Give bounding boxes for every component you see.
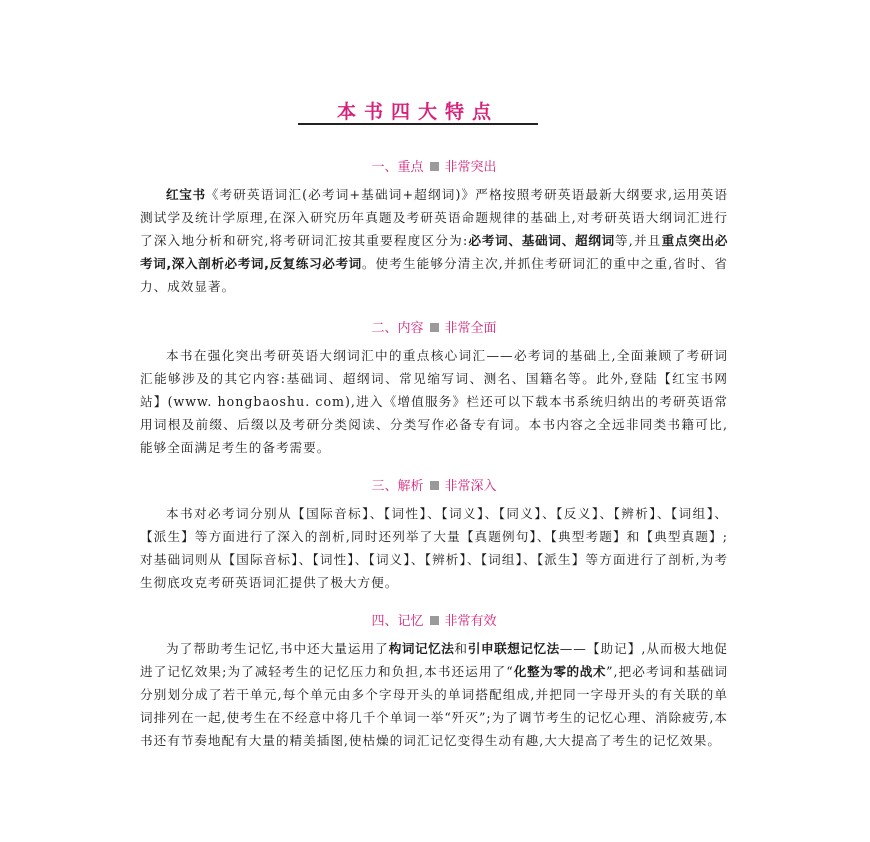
- title-underline: [298, 123, 538, 125]
- page-title: 本书四大特点: [336, 101, 499, 123]
- text-run: 本书在强化突出考研英语大纲词汇中的重点核心词汇——必考词的基础上,全面兼顾了考研词汇能够涉及的其它内容:基础词、超纲词、常见缩写词、测名、国籍名等。此外,登陆【红宝书网站】(www. hongbaoshu. com),进入《增值服务》栏还可以下载本书系统归纳出的考研英语常用词根及前缀、后缀以及考研分类阅读、分类写作必备专有词。本书内容之全远非同类书籍可比,能够全面满足考生的备考需要。: [140, 348, 728, 455]
- bold-text: 构词记忆法: [388, 641, 455, 656]
- bold-text: 必考词、基础词、超纲词: [468, 233, 615, 248]
- text-run: 和: [454, 641, 468, 656]
- text-run: 《考研英语词汇(必考词+基础词+超纲词)》严格按照考研英语最新大纲要求,运用英语测试学及统计学原理,在深入研究历年真题及考研英语命题规律的基础上,对考研英语大纲词汇进行了深入地分析和研究,将考研词汇按其重要程度区分为:: [140, 187, 728, 248]
- text-run: ”,把必考词和基础词分别划分成了若干单元,每个单元由多个字母开头的单词搭配组成,并把同一字母开头的有关联的单词排列在一起,使考生在不经意中将几千个单词一举“歼灭”;为了调节考生的记忆心理、消除疲劳,本书还有节奏地配有大量的精美插图,使枯燥的词汇记忆变得生动有趣,大大提高了考生的记忆效果。: [140, 664, 728, 748]
- section-heading: [140, 611, 728, 633]
- section-paragraph: [140, 183, 728, 298]
- section-analysis: [140, 476, 728, 594]
- text-run: ——【助记】,从而极大地促进了记忆效果;为了减轻考生的记忆压力和负担,本书还运用了“: [140, 641, 728, 679]
- bold-text: 红宝书: [166, 187, 206, 202]
- bold-text: 化整为零的战术: [513, 664, 607, 679]
- section-heading-left: 四、记忆: [371, 614, 424, 629]
- section-heading-right: 非常有效: [444, 614, 497, 629]
- section-heading-left: 三、解析: [371, 479, 424, 494]
- section-heading-left: 一、重点: [371, 160, 424, 175]
- section-heading-left: 二、内容: [371, 321, 424, 336]
- section-heading: [140, 476, 728, 498]
- section-focus: [140, 157, 728, 298]
- square-bullet-icon: [430, 616, 439, 625]
- section-memory: [140, 611, 728, 752]
- section-heading: [140, 318, 728, 340]
- text-run: 本书对必考词分别从【国际音标】、【词性】、【词义】、【同义】、【反义】、【辨析】、【词组】、【派生】等方面进行了深入的剖析,同时还列举了大量【真题例句】、【典型考题】和【典型真题】;对基础词则从【国际音标】、【词性】、【词义】、【辨析】、【词组】、【派生】等方面进行了剖析,为考生彻底攻克考研英语词汇提供了极大方便。: [140, 506, 728, 590]
- text-run: 。使考生能够分清主次,并抓住考研词汇的重中之重,省时、省力、成效显著。: [140, 256, 728, 294]
- section-heading: [140, 157, 728, 179]
- section-content: [140, 318, 728, 459]
- section-heading-right: 非常深入: [444, 479, 497, 494]
- section-paragraph: [140, 502, 728, 594]
- text-run: 等,并且: [614, 233, 662, 248]
- square-bullet-icon: [430, 162, 439, 171]
- bold-text: 引申联想记忆法: [467, 641, 560, 656]
- section-paragraph: [140, 344, 728, 459]
- section-heading-right: 非常突出: [444, 160, 497, 175]
- section-paragraph: [140, 637, 728, 752]
- bold-text: 重点突出必考词,深入剖析必考词,反复练习必考词: [140, 233, 728, 271]
- square-bullet-icon: [430, 481, 439, 490]
- square-bullet-icon: [430, 323, 439, 332]
- section-heading-right: 非常全面: [444, 321, 497, 336]
- text-run: 为了帮助考生记忆,书中还大量运用了: [166, 641, 389, 656]
